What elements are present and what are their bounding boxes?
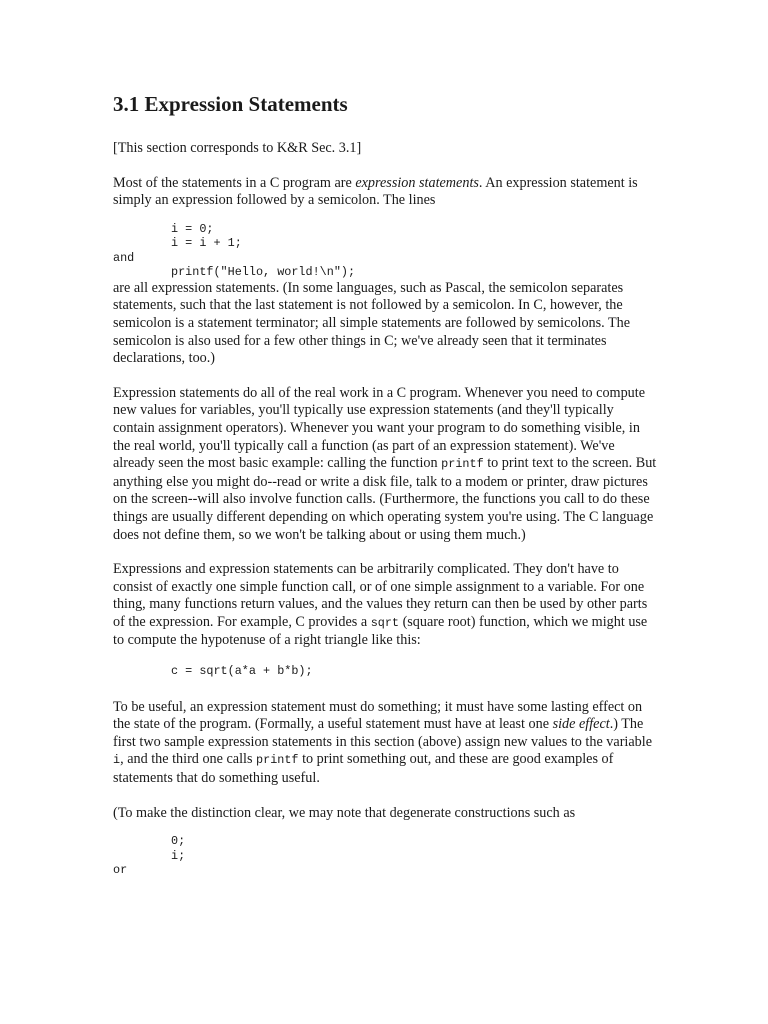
code-line: 0; — [171, 834, 186, 849]
paragraph-5 — [113, 699, 658, 788]
code-line: i = i + 1; — [171, 236, 242, 251]
inline-code-printf-2: printf — [256, 753, 299, 768]
paragraph-3-text-a: Expression statements do all of the real work in a C program. Whenever you need to compute new values for variables, you'll typically use expression statements (and they'll typically contain assignment operators). Whenever you want your program to do something visible, in the real world, you'll typically call a function (as part of an expression statement). We've already seen the most basic example: calling the function — [113, 384, 646, 472]
paragraph-2: are all expression statements. (In some languages, such as Pascal, the semicolon separates statements, such that the last statement is not followed by a semicolon. In C, however, the semicolon is a statement terminator; all simple statements are followed by semicolons. The semicolon is also used for a few other things in C; we've already seen that it terminates declarations, too.) — [113, 279, 631, 367]
paragraph-1-text-b: . An expression statement is simply an expression followed by a semicolon. The lines — [113, 174, 638, 209]
paragraph-5-text-c: , and the third one calls — [120, 751, 257, 768]
code-block-3 — [113, 664, 658, 679]
paragraph-1-emphasis: expression statements — [355, 174, 479, 191]
paragraph-1-text-a: Most of the statements in a C program are — [113, 174, 356, 191]
intro-note: [This section corresponds to K&R Sec. 3.1] — [113, 140, 362, 156]
paragraph-3-text-b: to print text to the screen. But anything else you might do--read or write a disk file, talk to a modem or printer, draw pictures on the screen--will also involve function calls. (Furthermore, the functions you call to do these things are usually different depending on which operating system you're using. The C language does not define them, so we won't be talking about or using them much.) — [113, 455, 657, 543]
code-line: i; — [171, 848, 186, 863]
code-block-2 — [113, 265, 658, 280]
paragraph-5-text-a: To be useful, an expression statement must do something; it must have some lasting effect on the state of the program. (Formally, a useful statement must have at least one — [113, 698, 643, 733]
or-label: or — [113, 863, 128, 878]
paragraph-4-text-a: Expressions and expression statements can be arbitrarily complicated. They don't have to consist of exactly one simple function call, or of one simple assignment to a variable. For one thing, many functions return values, and the values they return can then be used by other parts of the expression. For example, C provides a — [113, 561, 648, 630]
paragraph-1 — [113, 175, 658, 210]
code-block-1 — [113, 222, 658, 251]
paragraph-3 — [113, 385, 658, 544]
inline-code-i: i — [113, 753, 121, 768]
inline-code-printf: printf — [441, 457, 484, 472]
paragraph-6: (To make the distinction clear, we may note that degenerate constructions such as — [113, 804, 576, 821]
paragraph-4 — [113, 561, 658, 650]
code-block-4 — [113, 834, 658, 863]
document-page — [113, 90, 658, 878]
paragraph-4-text-b: (square root) function, which we might use to compute the hypotenuse of a right triangle like this: — [113, 613, 648, 649]
code-line: printf("Hello, world!\n"); — [171, 265, 356, 280]
paragraph-5-emphasis: side effect — [552, 716, 610, 733]
section-heading: 3.1 Expression Statements — [113, 92, 348, 116]
code-line: i = 0; — [171, 221, 214, 236]
inline-code-sqrt: sqrt — [370, 615, 400, 630]
paragraph-5-text-b: .) The first two sample expression statements in this section (above) assign new values to the variable — [113, 716, 652, 750]
and-label: and — [113, 250, 135, 265]
paragraph-5-text-d: to print something out, and these are good examples of statements that do something useful. — [113, 751, 614, 786]
code-line: c = sqrt(a*a + b*b); — [171, 664, 313, 679]
